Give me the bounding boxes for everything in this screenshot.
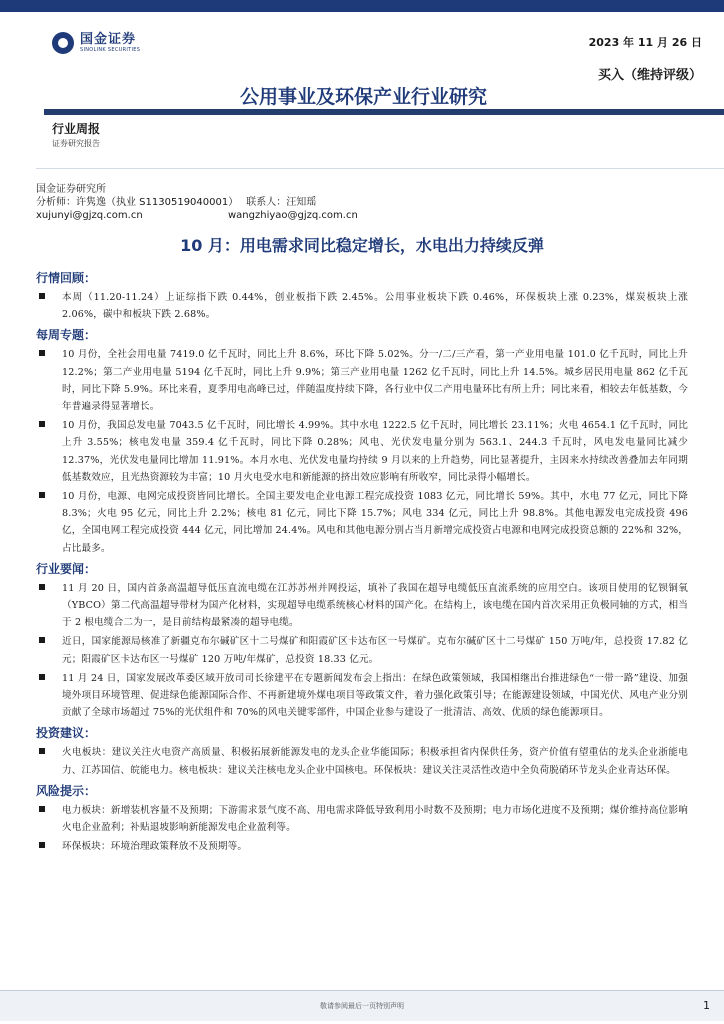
bullet-square-icon <box>36 670 62 722</box>
bullet-square-icon <box>36 633 62 667</box>
list-item <box>36 633 688 667</box>
item-text: 10 月份，全社会用电量 7419.0 亿千瓦时，同比上升 8.6%，环比下降 5.02%。分一/二/三产看，第一产业用电量 101.0 亿千瓦时，同比上升 12.2%；第二产业用电量 5194 亿千瓦时，同比上升 9.9%；第三产业用电量 1262 亿千瓦时，同比上升 14.5%。城乡居民用电量 862 亿千瓦时，同比下降 5.9%。环比来看，夏季用电高峰已过，伴随温度持续下降，各行业中仅二产用电量环比有所上升；同比来看，相较去年低基数，今年普遍录得显著增长。 <box>62 349 688 413</box>
analyst-email[interactable]: xujunyi@gjzq.com.cn <box>36 210 143 221</box>
report-kind: 行业周报 <box>52 122 101 136</box>
bullet-square-icon <box>36 346 62 415</box>
logo-english-name: SINOLINK SECURITIES <box>80 46 141 53</box>
logo-chinese-name: 国金证券 <box>80 31 137 47</box>
top-accent-bar <box>0 0 724 12</box>
list-item <box>36 346 688 415</box>
section-heading-industry-news: 行业要闻： <box>36 561 97 576</box>
item-text: 11 月 20 日，国内首条高温超导低压直流电缆在江苏苏州并网投运，填补了我国在超导电缆低压直流系统的应用空白。该项目使用的钇钡铜氧（YBCO）第二代高温超导带材为国产化材料，实现超导电缆系统核心材料的国产化。在结构上，该电缆在国内首次采用正负极同轴的方式，相当于 2 根电缆合二为一，是目前结构最紧凑的超导电缆。 <box>62 582 688 629</box>
report-subtype: 证券研究报告 <box>52 139 100 148</box>
analyst-line: 分析师：许隽逸（执业 S1130519040001） <box>36 197 239 208</box>
page-number: 1 <box>703 999 710 1012</box>
report-date: 2023 年 11 月 26 日 <box>588 36 702 49</box>
list-item <box>36 838 688 855</box>
bullet-square-icon <box>36 744 62 778</box>
logo-emblem-icon <box>52 32 74 54</box>
item-text: 本周（11.20-11.24）上证综指下跌 0.44%，创业板指下跌 2.45%。公用事业板块下跌 0.46%，环保板块上涨 0.23%，煤炭板块上涨 2.06%，碳中和板块下跌 2.68%。 <box>62 292 688 321</box>
list-item <box>36 670 688 722</box>
section-heading-investment-advice: 投资建议： <box>36 726 97 741</box>
item-text: 火电板块：建议关注火电资产高质量、积极拓展新能源发电的龙头企业华能国际；积极承担省内保供任务，资产价值有望重估的龙头企业浙能电力、江苏国信、皖能电力。核电板块：建议关注核电龙头企业中国核电。环保板块：建议关注灵活性改造中全负荷脱硝环节龙头企业青达环保。 <box>62 747 688 776</box>
bullet-square-icon <box>36 488 62 557</box>
investment-rating: 买入（维持评级） <box>597 68 702 83</box>
list-item <box>36 488 688 557</box>
item-text: 电力板块：新增装机容量不及预期；下游需求景气度不高、用电需求降低导致利用小时数不及预期；电力市场化进度不及预期；煤价维持高位影响火电企业盈利；补贴退坡影响新能源发电企业盈利等。 <box>62 804 688 834</box>
list-item <box>36 580 688 632</box>
section-heading-weekly-topic: 每周专题： <box>36 328 97 343</box>
list-item <box>36 289 688 323</box>
item-text: 环保板块：环境治理政策释放不及预期等。 <box>62 841 248 853</box>
contact-line: 联系人：汪知瑶 <box>246 197 317 208</box>
footer-disclaimer-note: 敬请参阅最后一页特别声明 <box>320 1002 404 1010</box>
item-text: 近日，国家能源局核准了新疆克布尔碱矿区十二号煤矿和阳霞矿区卡达布区一号煤矿。克布尔碱矿区十二号煤矿 150 万吨/年，总投资 17.82 亿元；阳霞矿区卡达布区一号煤矿 120 万吨/年煤矿，总投资 18.33 亿元。 <box>62 636 688 665</box>
bullet-square-icon <box>36 289 62 323</box>
bullet-square-icon <box>36 580 62 632</box>
section-heading-risk-warning: 风险提示： <box>36 783 97 798</box>
item-text: 11 月 24 日，国家发展改革委区域开放司司长徐建平在专题新闻发布会上指出：在绿色政策领域，我国相继出台推进绿色“一带一路”建设、加强境外项目环境管理、促进绿色能源国际合作、不再新建境外煤电项目等政策文件，着力强化政策引导；在能源建设领域，中国光伏、风电产业分别贡献了全球市场超过 75%的光伏组件和 70%的风电关键零部件，中国企业参与建设了一批清洁、高效、优质的绿色能源项目。 <box>62 672 688 719</box>
bullet-square-icon <box>36 417 62 486</box>
bullet-square-icon <box>36 802 62 836</box>
header-divider <box>44 109 724 115</box>
author-info <box>36 183 358 222</box>
section-heading-market-review: 行情回顾： <box>36 271 97 285</box>
list-item <box>36 744 688 778</box>
bullet-square-icon <box>36 838 62 855</box>
report-body <box>36 266 688 857</box>
company-logo <box>52 32 140 54</box>
list-item <box>36 802 688 836</box>
report-title: 公用事业及环保产业行业研究 <box>240 86 488 108</box>
institute-name: 国金证券研究所 <box>36 184 106 195</box>
item-text: 10 月份，我国总发电量 7043.5 亿千瓦时，同比增长 4.99%。其中水电 1222.5 亿千瓦时，同比增长 23.11%；火电 4654.1 亿千瓦时，同比上升 3.55%；核电发电量 359.4 亿千瓦时，同比下降 0.28%；风电、光伏发电量分别为 563.1、244.3 千瓦时，风电发电量同比减少 12.37%，光伏发电量同比增加 11.91%。本月水电、光伏发电量均持续 9 月以来的上升趋势，同比显著提升，主因来水持续改善叠加去年同期低基数效应，且光热资源较为丰富；10 月火电受水电和新能源的挤出效应影响有所收窄，同比录得小幅增长。 <box>62 420 688 483</box>
main-title: 10 月：用电需求同比稳定增长，水电出力持续反弹 <box>180 236 544 255</box>
list-item <box>36 417 688 486</box>
header-separator <box>36 168 724 169</box>
item-text: 10 月份，电源、电网完成投资皆同比增长。全国主要发电企业电源工程完成投资 1083 亿元，同比增长 59%。其中，水电 77 亿元，同比下降 8.3%；火电 95 亿元，同比上升 2.2%；核电 81 亿元，同比下降 15.7%；风电 334 亿元，同比上升 98.8%。其他电源发电完成投资 496 亿，全国电网工程完成投资 444 亿元，同比增加 24.4%。风电和其他电源分别占当月新增完成投资占电源和电网完成投资总额的 22%和 32%，占比最多。 <box>62 491 688 554</box>
contact-email[interactable]: wangzhiyao@gjzq.com.cn <box>228 210 358 221</box>
